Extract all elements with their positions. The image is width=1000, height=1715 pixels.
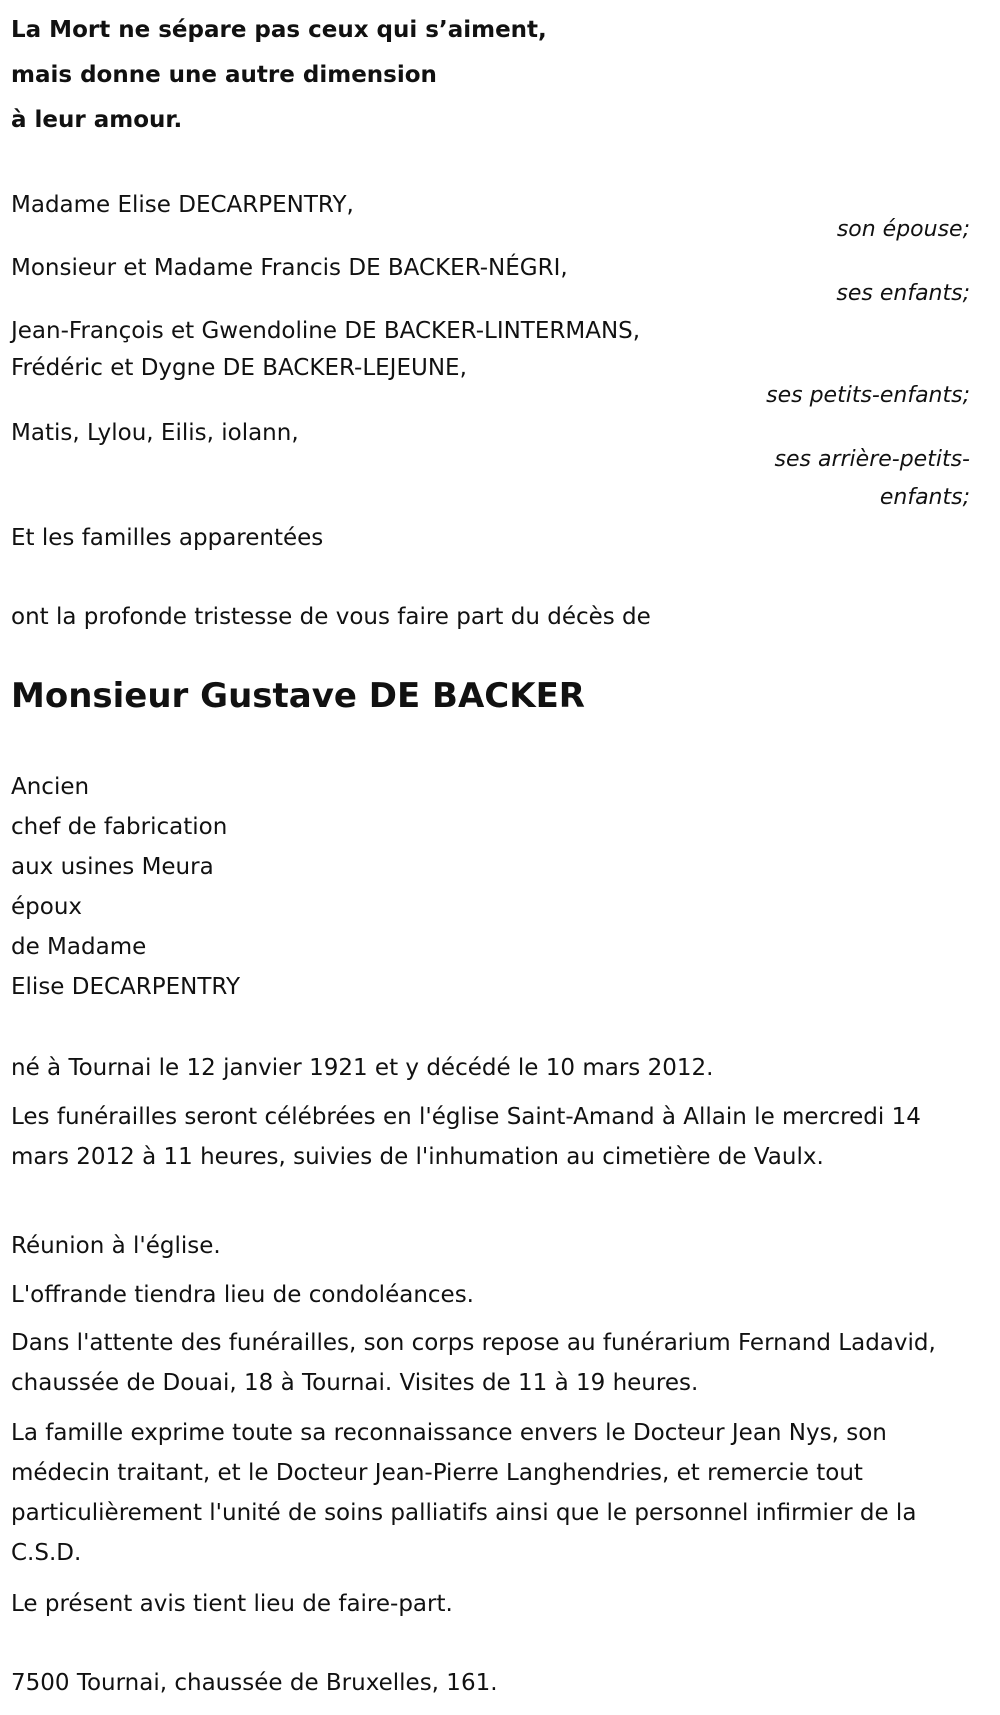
description-line: époux [11, 894, 83, 920]
description-line: Ancien [11, 774, 90, 800]
notice-paragraph: Le présent avis tient lieu de faire-part. [11, 1591, 453, 1617]
funeral-paragraph: Les funérailles seront célébrées en l'église Saint-Amand à Allain le mercredi 14 mars 2012 à 11 heures, suivies de l'inhumation au cimetière de Vaulx. [11, 1104, 921, 1170]
grandchildren-role: ses petits-enfants; [766, 383, 970, 408]
grandchildren-name: Jean-François et Gwendoline DE BACKER-LINTERMANS, [11, 318, 641, 344]
greatgrandchildren-role-line: ses arrière-petits- [774, 447, 970, 472]
funerarium-paragraph: Dans l'attente des funérailles, son corps repose au funérarium Fernand Ladavid, chaussée de Douai, 18 à Tournai. Visites de 11 à 19 heures. [11, 1330, 936, 1396]
address-paragraph: 7500 Tournai, chaussée de Bruxelles, 161. [11, 1670, 498, 1696]
spouse-role: son épouse; [836, 217, 970, 242]
greatgrandchildren-role [775, 441, 970, 517]
relatives-line: Et les familles apparentées [11, 525, 324, 551]
spouse-name: Madame Elise DECARPENTRY, [11, 192, 354, 218]
children-role: ses enfants; [836, 281, 970, 306]
thanks-paragraph: La famille exprime toute sa reconnaissance envers le Docteur Jean Nys, son médecin traitant, et le Docteur Jean-Pierre Langhendries, et remercie tout particulièrement l'unité de soins palliatifs ainsi que le personnel infirmier de la C.S.D. [11, 1420, 917, 1566]
birth-death-paragraph: né à Tournai le 12 janvier 1921 et y décédé le 10 mars 2012. [11, 1055, 714, 1081]
deceased-name: Monsieur Gustave DE BACKER [11, 676, 585, 716]
description-line: aux usines Meura [11, 854, 214, 880]
description-line: Elise DECARPENTRY [11, 974, 240, 1000]
epigraph-line: à leur amour. [11, 107, 183, 133]
description-line: de Madame [11, 934, 147, 960]
greatgrandchildren-role-line: enfants; [879, 485, 970, 510]
greatgrandchildren-name: Matis, Lylou, Eilis, iolann, [11, 420, 299, 446]
description-line: chef de fabrication [11, 814, 228, 840]
epigraph [11, 8, 547, 143]
epigraph-line: mais donne une autre dimension [11, 62, 437, 88]
epigraph-line: La Mort ne sépare pas ceux qui s’aiment, [11, 17, 547, 43]
announcement: ont la profonde tristesse de vous faire part du décès de [11, 604, 651, 630]
offering-paragraph: L'offrande tiendra lieu de condoléances. [11, 1282, 474, 1308]
deceased-description [11, 767, 240, 1007]
meeting-paragraph: Réunion à l'église. [11, 1233, 221, 1259]
children-name: Monsieur et Madame Francis DE BACKER-NÉGRI, [11, 255, 568, 281]
grandchildren-name: Frédéric et Dygne DE BACKER-LEJEUNE, [11, 355, 467, 381]
